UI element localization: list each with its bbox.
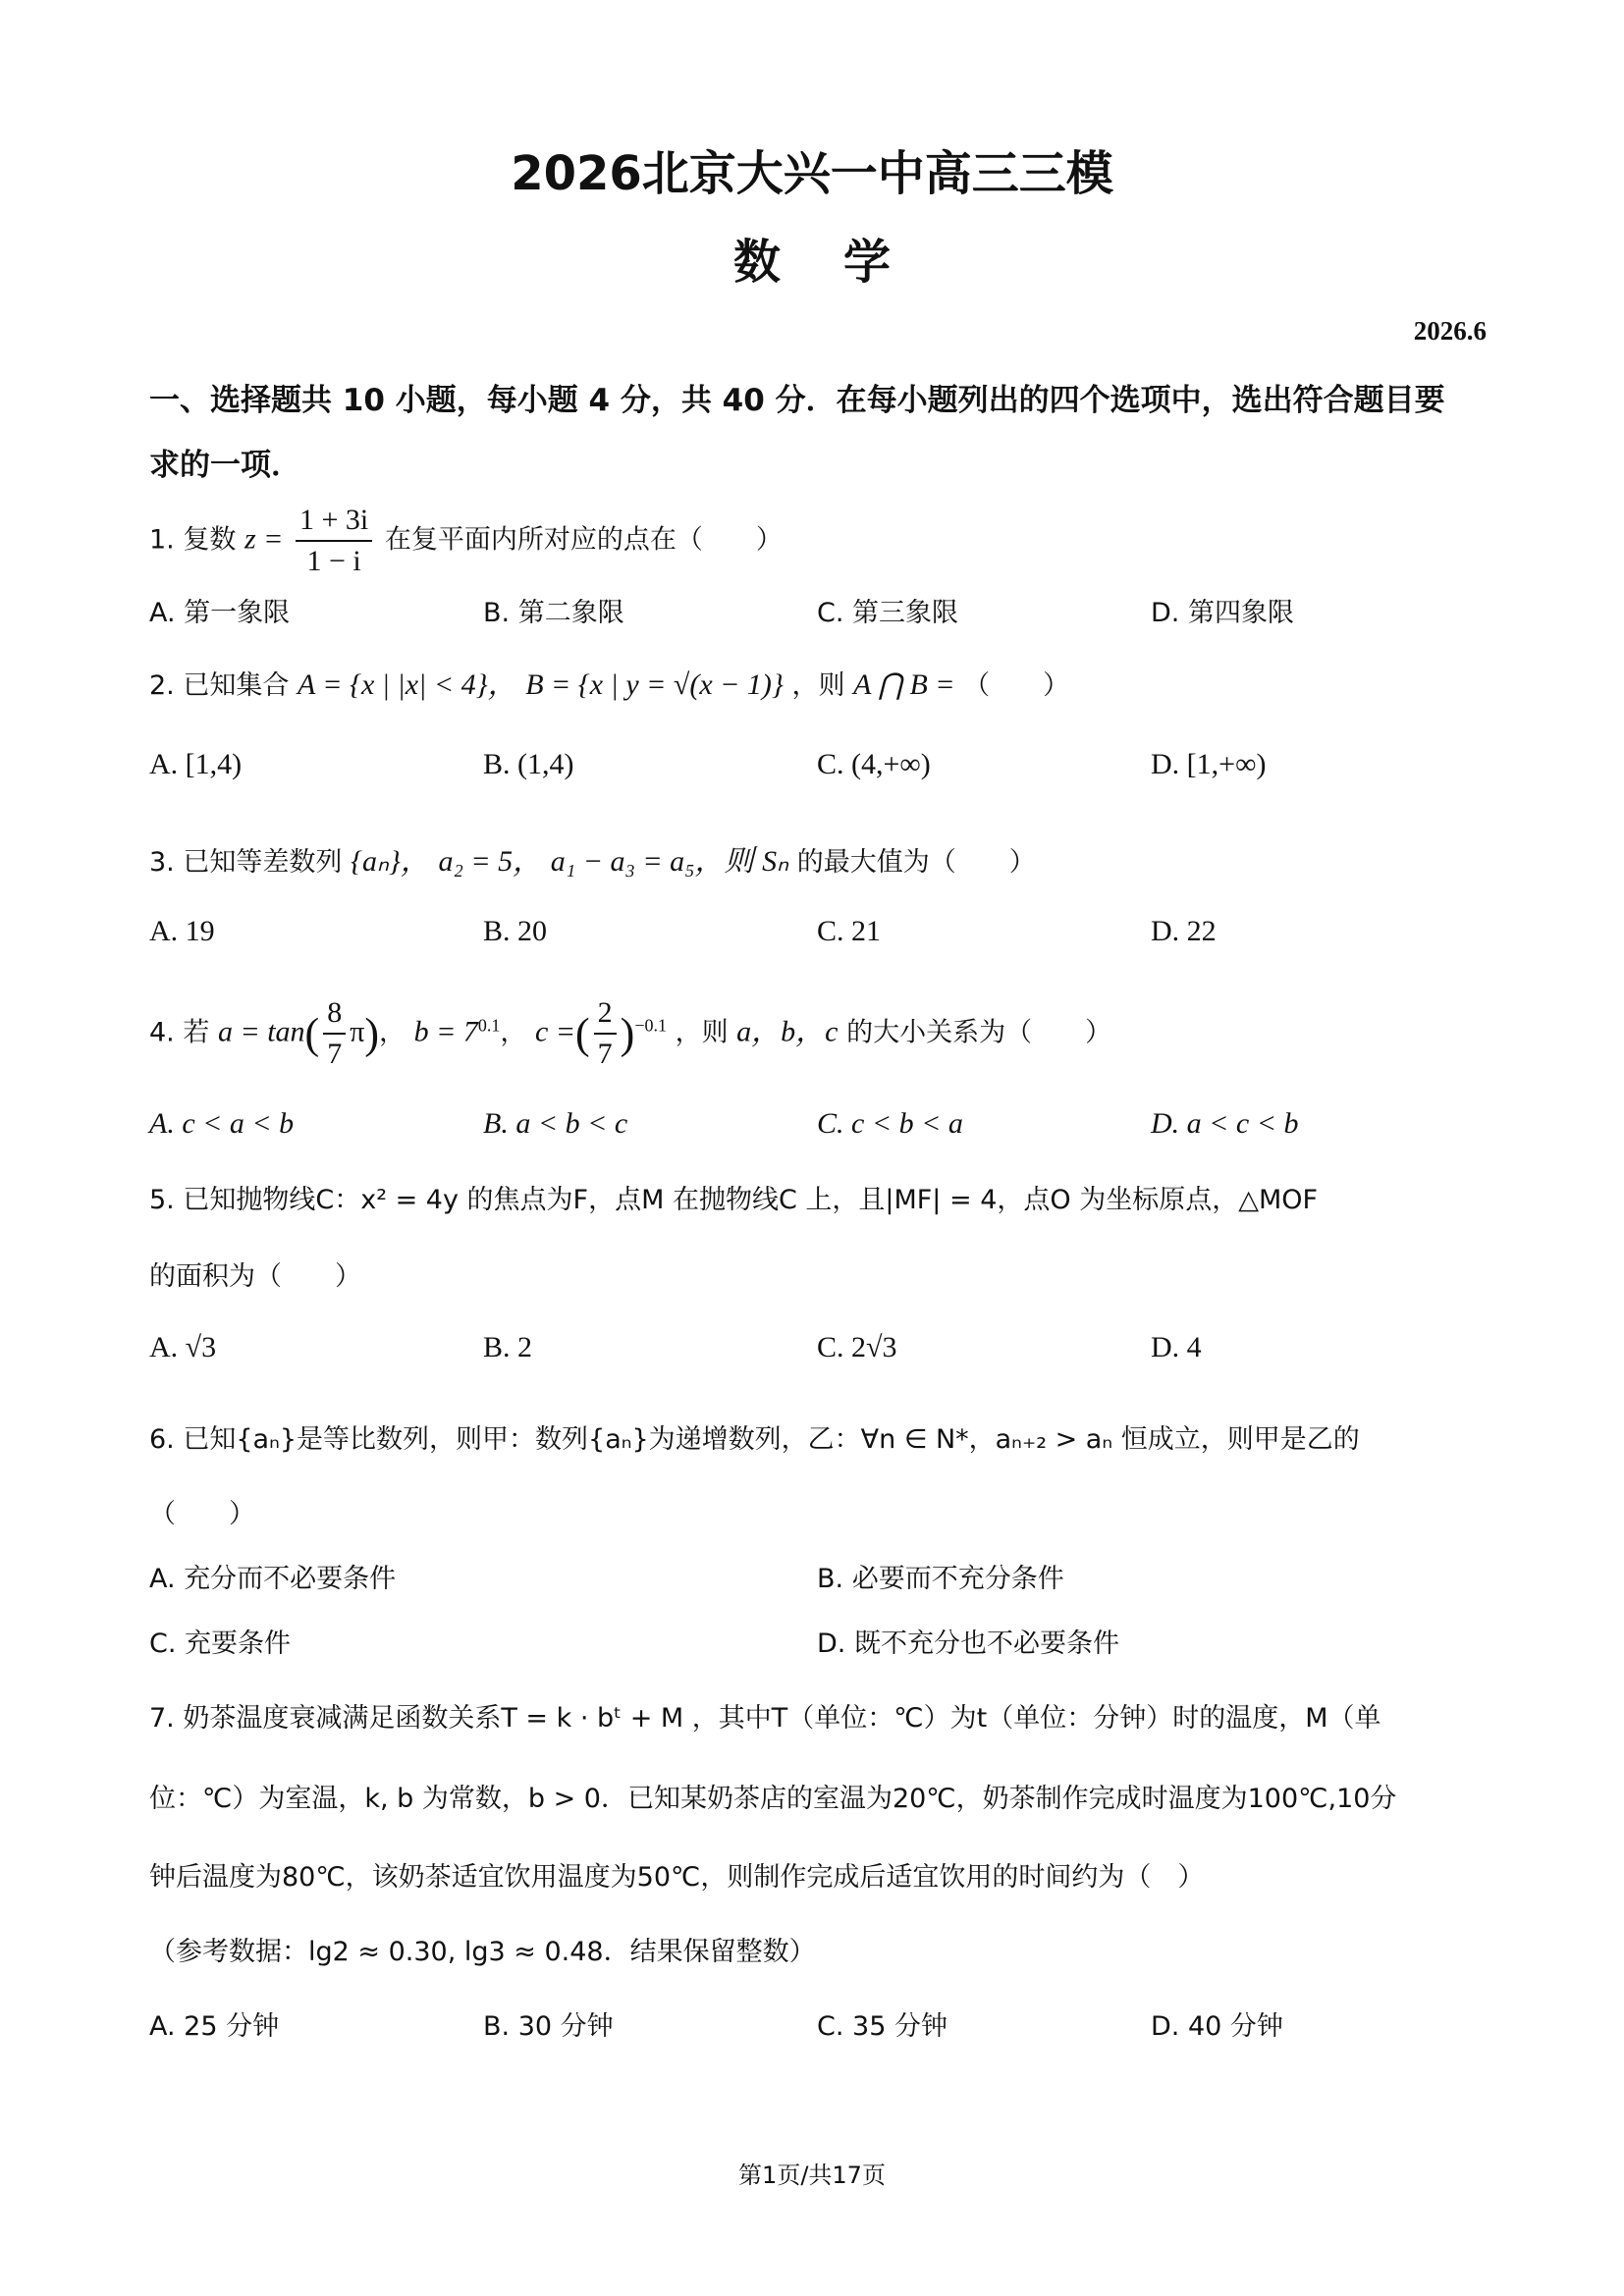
question-text: （ ） bbox=[963, 670, 1070, 701]
option-b: B. 2 bbox=[483, 1331, 533, 1363]
question-2 bbox=[149, 660, 1069, 703]
fraction-numerator: 2 bbox=[594, 993, 617, 1035]
question-text: 已知抛物线C：x² = 4y 的焦点为F，点M 在抛物线C 上，且|MF| = 4，点O 为坐标原点，△MOF bbox=[183, 1185, 1319, 1215]
math-variables: a，b，c bbox=[736, 1015, 839, 1048]
option-c: C. c < b < a bbox=[817, 1107, 963, 1140]
subject-title: 数学 bbox=[732, 235, 953, 290]
question-4: 4. 若 a = tan( $\frac{8}{7}$ π)， $b = 7^{0.1}$， c =( $\frac{2}{7}$ )$^{-0.1}$ ，则 a，b，c 的大小关系为（ ） bbox=[149, 993, 1111, 1074]
option-a: A. √3 bbox=[149, 1331, 217, 1363]
question-number: 1. bbox=[149, 524, 175, 556]
option-c: C. 21 bbox=[817, 915, 882, 947]
option-c: C. 35 分钟 bbox=[817, 2011, 947, 2042]
option-a: A. c < a < b bbox=[149, 1107, 295, 1140]
question-7 bbox=[149, 1696, 1381, 1735]
math-sn: Sₙ bbox=[762, 845, 789, 878]
math-exponent: 0.1 bbox=[477, 1015, 501, 1036]
question-5 bbox=[149, 1178, 1318, 1216]
math-sequence: {aₙ}， bbox=[350, 845, 430, 878]
option-d: D. [1,+∞) bbox=[1151, 748, 1267, 780]
question-text: 的最大值为（ ） bbox=[796, 847, 1036, 878]
fraction-denominator: 1 − i bbox=[306, 545, 361, 577]
question-5-line2: 的面积为（ ） bbox=[149, 1261, 361, 1292]
math-c: c = bbox=[534, 1015, 576, 1048]
math-lhs: z = bbox=[244, 522, 284, 556]
option-b: B. 第二象限 bbox=[483, 598, 624, 628]
option-d: D. 既不充分也不必要条件 bbox=[817, 1629, 1119, 1659]
question-6-line2: （ ） bbox=[149, 1499, 255, 1529]
section-heading-line2: 求的一项． bbox=[149, 448, 301, 483]
question-text: 复数 bbox=[183, 524, 237, 556]
fraction bbox=[323, 993, 346, 1074]
math-set-b: B = {x | y = √(x − 1)} bbox=[525, 668, 784, 701]
math-pi: π bbox=[350, 1015, 365, 1048]
question-number: 5. bbox=[149, 1185, 175, 1215]
question-7-line4: （参考数据：lg2 ≈ 0.30, lg3 ≈ 0.48．结果保留整数） bbox=[149, 1937, 816, 1967]
option-c: C. (4,+∞) bbox=[817, 748, 931, 780]
exam-title: 2026北京大兴一中高三三模 bbox=[511, 146, 1113, 201]
question-text: 在复平面内所对应的点在（ ） bbox=[384, 524, 783, 556]
option-a: A. 25 分钟 bbox=[149, 2011, 280, 2042]
question-text: 若 bbox=[183, 1017, 210, 1048]
question-text: 奶茶温度衰减满足函数关系T = k · bᵗ + M ，其中T（单位：℃）为t（单位：分钟）时的温度，M（单 bbox=[183, 1703, 1381, 1734]
option-b: B. 必要而不充分条件 bbox=[817, 1564, 1064, 1594]
math-exponent: −0.1 bbox=[634, 1015, 667, 1036]
math-a: a = tan bbox=[217, 1015, 305, 1048]
option-d: D. 第四象限 bbox=[1151, 598, 1294, 628]
math-condition: a₂ = 5， bbox=[438, 845, 543, 878]
question-text: 已知等差数列 bbox=[183, 847, 343, 878]
question-text: ，则 bbox=[791, 670, 845, 701]
math-set-a: A = {x | |x| < 4}， bbox=[297, 668, 517, 701]
question-text: ，则 bbox=[675, 1017, 729, 1048]
option-d: D. 40 分钟 bbox=[1151, 2011, 1283, 2042]
option-a: A. 19 bbox=[149, 915, 215, 947]
question-number: 6. bbox=[149, 1424, 175, 1455]
question-text: 的大小关系为（ ） bbox=[846, 1017, 1112, 1048]
question-number: 4. bbox=[149, 1017, 175, 1048]
option-b: B. 30 分钟 bbox=[483, 2011, 614, 2042]
exam-date: 2026.6 bbox=[1413, 316, 1487, 346]
page-footer: 第1页/共17页 bbox=[738, 2162, 886, 2189]
question-number: 3. bbox=[149, 847, 175, 878]
question-1 bbox=[149, 501, 783, 581]
option-a: A. 充分而不必要条件 bbox=[149, 1564, 397, 1594]
math-b: b = 7 bbox=[413, 1015, 478, 1048]
option-a: A. [1,4) bbox=[149, 748, 243, 780]
question-text: 已知{aₙ}是等比数列，则甲：数列{aₙ}为递增数列，乙：∀n ∈ N*，aₙ₊₂ > aₙ 恒成立，则甲是乙的 bbox=[183, 1424, 1360, 1455]
option-b: B. 20 bbox=[483, 915, 548, 947]
option-c: C. 充要条件 bbox=[149, 1629, 292, 1659]
question-6 bbox=[149, 1417, 1360, 1456]
math-expression: A ⋂ B = bbox=[853, 668, 955, 701]
option-b: B. (1,4) bbox=[483, 748, 574, 780]
question-number: 2. bbox=[149, 670, 175, 701]
option-d: D. a < c < b bbox=[1151, 1107, 1299, 1140]
question-number: 7. bbox=[149, 1703, 175, 1734]
fraction bbox=[594, 993, 617, 1074]
question-text: 已知集合 bbox=[183, 670, 290, 701]
option-c: C. 2√3 bbox=[817, 1331, 897, 1363]
section-heading-line1: 一、选择题共 10 小题，每小题 4 分，共 40 分．在每小题列出的四个选项中，选出符合题目要 bbox=[149, 383, 1445, 418]
question-3 bbox=[149, 836, 1036, 880]
option-d: D. 22 bbox=[1151, 915, 1217, 947]
math-condition: a₁ − a₃ = a₅，则 bbox=[550, 845, 754, 878]
fraction-denominator: 7 bbox=[327, 1038, 343, 1070]
option-c: C. 第三象限 bbox=[817, 598, 959, 628]
option-d: D. 4 bbox=[1151, 1331, 1202, 1363]
option-b: B. a < b < c bbox=[483, 1107, 628, 1140]
fraction-numerator: 1 + 3i bbox=[296, 501, 372, 542]
option-a: A. 第一象限 bbox=[149, 598, 291, 628]
fraction-numerator: 8 bbox=[323, 993, 346, 1035]
question-7-line3: 钟后温度为80℃，该奶茶适宜饮用温度为50℃，则制作完成后适宜饮用的时间约为（ ） bbox=[149, 1862, 1205, 1893]
question-7-line2: 位：℃）为室温，k, b 为常数，b > 0．已知某奶茶店的室温为20℃，奶茶制作完成时温度为100℃,10分 bbox=[149, 1784, 1397, 1814]
fraction-denominator: 7 bbox=[597, 1038, 613, 1070]
fraction bbox=[296, 501, 372, 581]
